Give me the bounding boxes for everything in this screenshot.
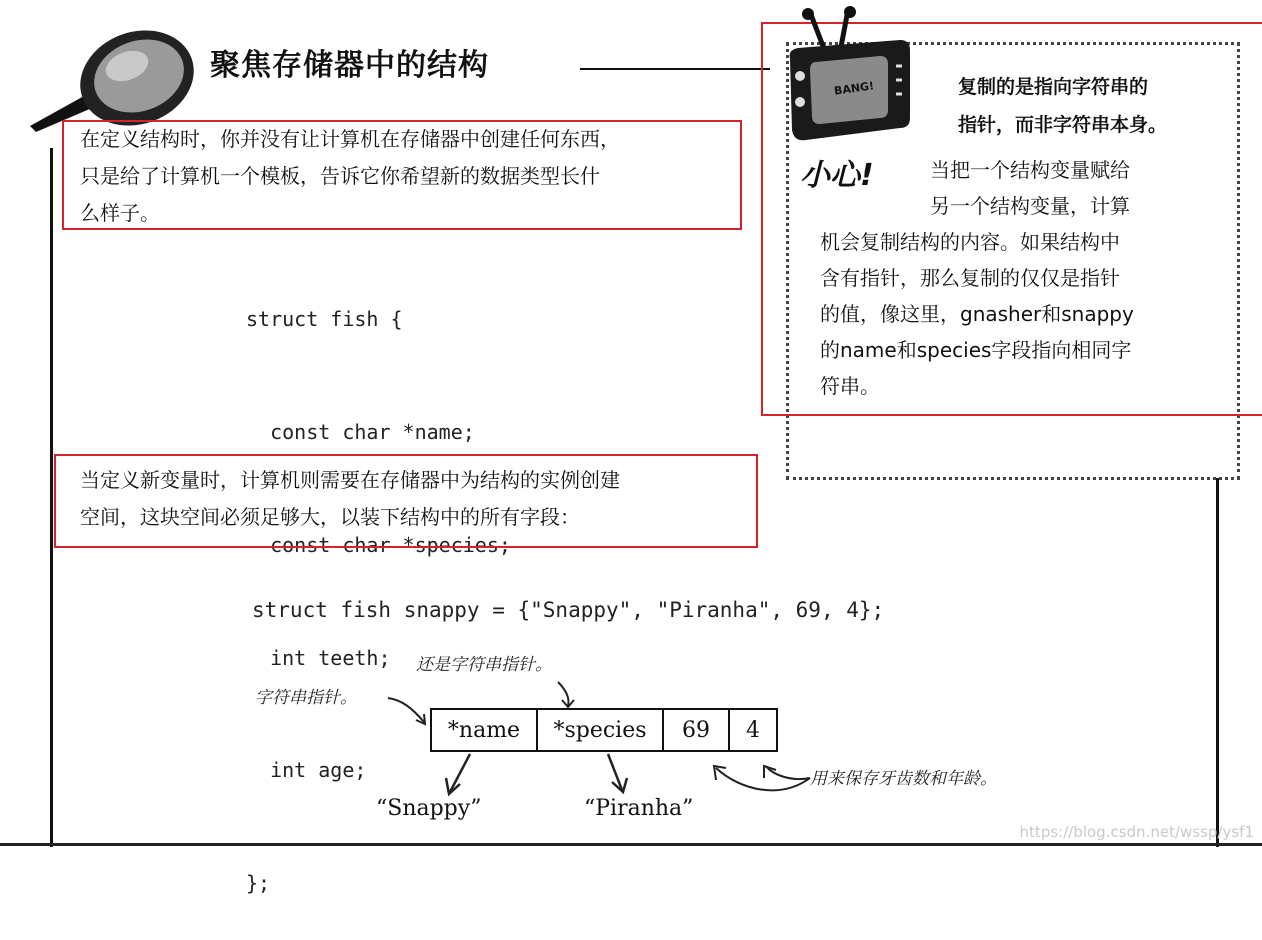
string-snappy: “Snappy” — [376, 796, 482, 821]
instance-note-line: 空间，这块空间必须足够大，以装下结构中的所有字段： — [80, 505, 580, 529]
tv-icon — [784, 6, 914, 156]
caution-line: 当把一个结构变量赋给 — [930, 158, 1130, 182]
arrow-to-name-cell — [388, 698, 424, 722]
memory-cell-name: *name — [430, 708, 538, 752]
instance-note-line: 当定义新变量时，计算机则需要在存储器中为结构的实例创建 — [80, 468, 620, 492]
watermark: https://blog.csdn.net/wssp/ysf1 — [1019, 823, 1254, 841]
definition-note — [80, 121, 740, 232]
page-frame-right — [1216, 478, 1219, 847]
page-frame-left — [50, 148, 53, 847]
caution-line: 的name和species字段指向相同字 — [820, 338, 1132, 362]
memory-cell-age: 4 — [728, 708, 778, 752]
struct-instance-code: struct fish snappy = {"Snappy", "Piranha", 69, 4}; — [252, 598, 885, 622]
instance-note — [80, 462, 760, 536]
caution-heading — [958, 68, 1167, 144]
code-line: }; — [246, 871, 271, 896]
caution-body — [820, 224, 1134, 404]
caution-line: 机会复制结构的内容。如果结构中 — [820, 230, 1120, 254]
pointer-label: 字符串指针。 — [255, 688, 357, 708]
memory-cell-species: *species — [536, 708, 664, 752]
title-rule — [580, 68, 770, 70]
tv-screen-text: BANG! — [833, 79, 875, 98]
caution-badge: 小心! — [800, 158, 874, 193]
code-line: struct fish { — [246, 307, 403, 332]
caution-line: 另一个结构变量，计算 — [930, 194, 1130, 218]
ints-label: 用来保存牙齿数和年龄。 — [810, 769, 997, 789]
definition-note-line: 只是给了计算机一个模板，告诉它你希望新的数据类型长什 — [80, 164, 600, 188]
arrow-to-snappy — [450, 754, 470, 792]
struct-definition-code — [246, 226, 511, 940]
diagram-arrows — [380, 670, 820, 810]
memory-cell-teeth: 69 — [662, 708, 730, 752]
code-line: const char *species; — [246, 532, 511, 557]
code-line: int age; — [246, 758, 367, 783]
caution-line: 符串。 — [820, 374, 880, 398]
caution-line: 含有指针，那么复制的仅仅是指针 — [820, 266, 1120, 290]
caution-body-top — [930, 152, 1130, 224]
page-title: 聚焦存储器中的结构 — [210, 48, 489, 83]
code-line: const char *name; — [246, 419, 475, 444]
caution-heading-line: 复制的是指向字符串的 — [958, 76, 1149, 98]
pointer-label-2: 还是字符串指针。 — [416, 655, 552, 675]
page-frame-bottom — [0, 843, 1262, 846]
definition-note-line: 么样子。 — [80, 201, 160, 225]
code-line: int teeth; — [246, 645, 391, 670]
string-piranha: “Piranha” — [584, 796, 694, 821]
definition-note-line: 在定义结构时，你并没有让计算机在存储器中创建任何东西， — [80, 127, 620, 151]
caution-line: 的值，像这里，gnasher和snappy — [820, 302, 1134, 326]
magnifier-icon — [22, 18, 202, 136]
caution-heading-line: 指针，而非字符串本身。 — [958, 114, 1168, 136]
